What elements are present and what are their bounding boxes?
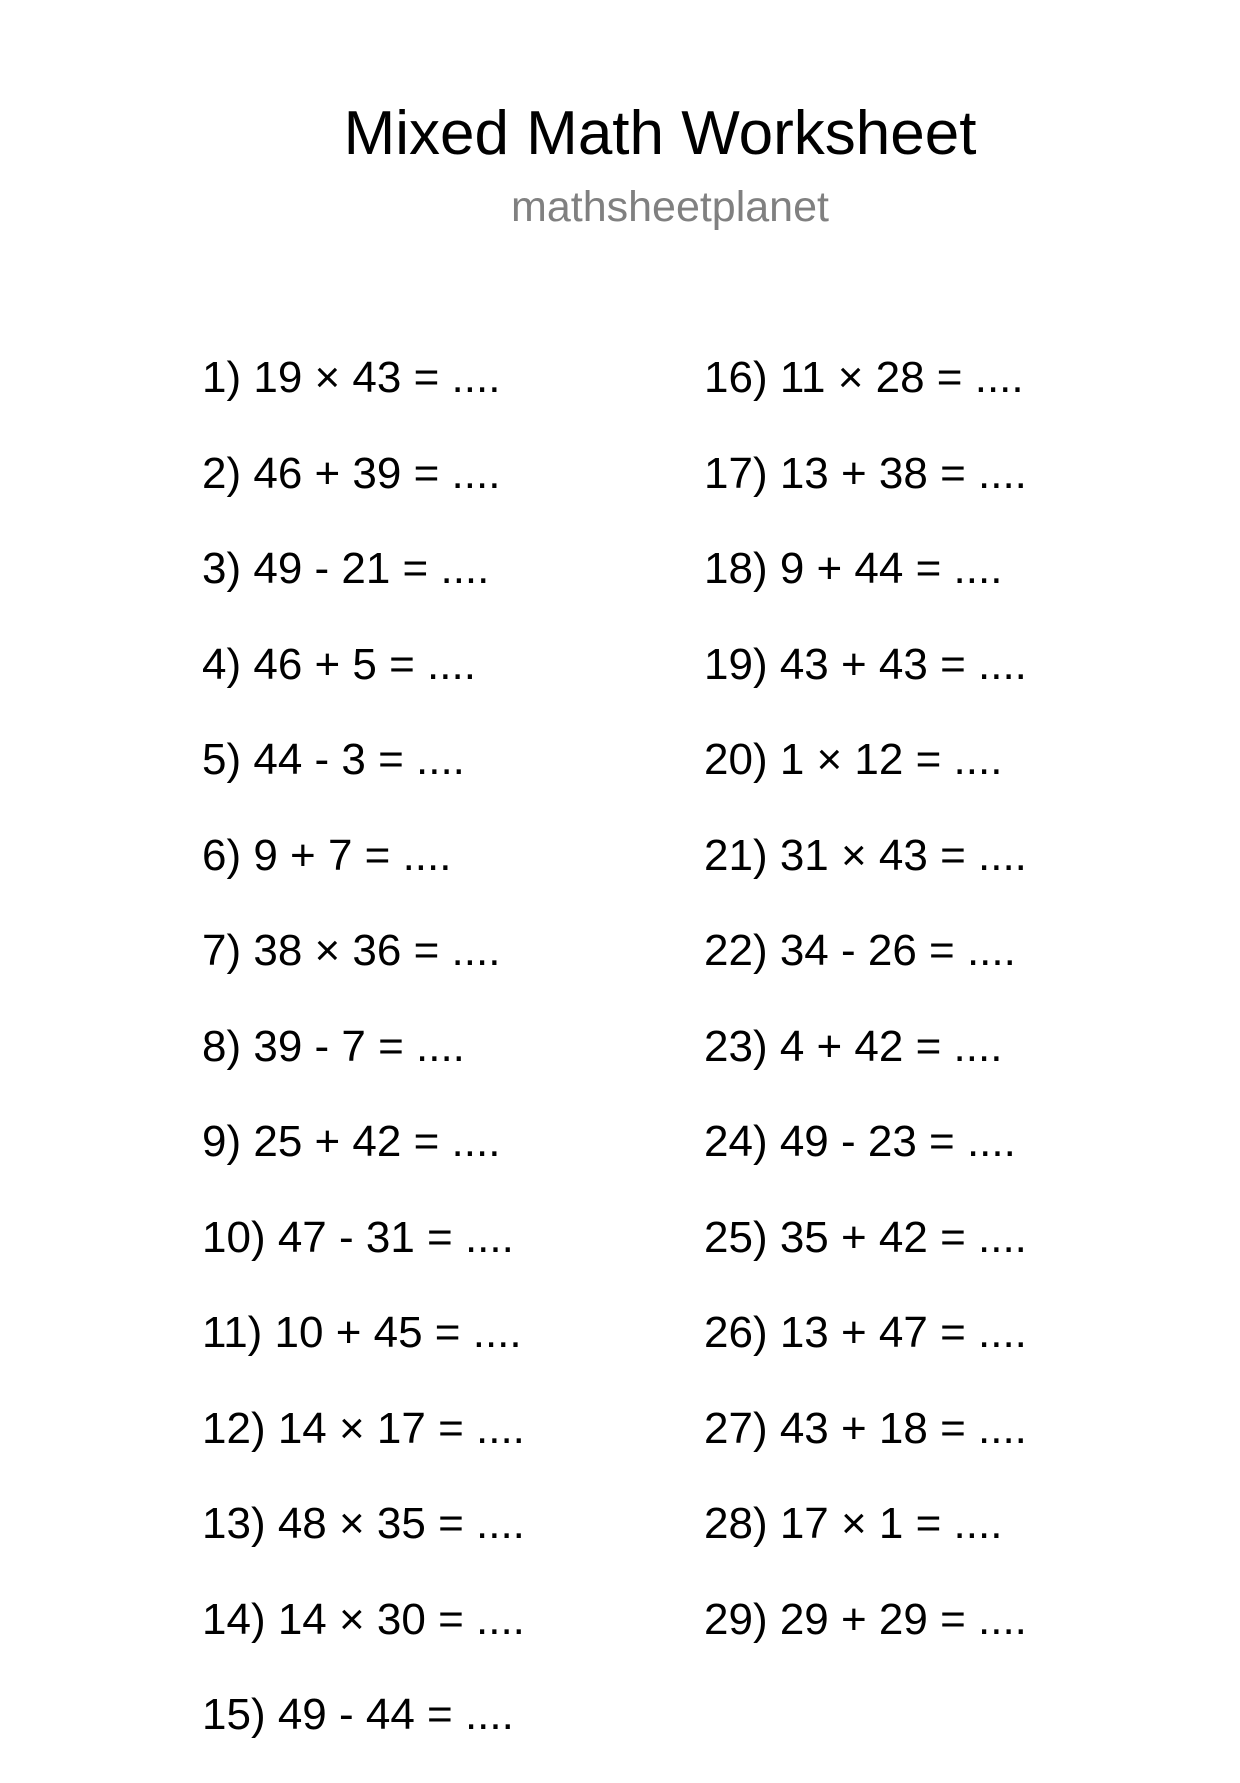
math-problem: 3) 49 - 21 = .... [202,544,490,593]
worksheet-subtitle: mathsheetplanet [511,183,829,231]
math-problem: 14) 14 × 30 = .... [202,1594,525,1644]
math-problem: 2) 46 + 39 = .... [202,448,501,498]
math-problem: 8) 39 - 7 = .... [202,1021,465,1071]
math-problem: 1) 19 × 43 = .... [202,353,501,402]
math-problem: 21) 31 × 43 = .... [704,830,1027,880]
math-problem: 4) 46 + 5 = .... [202,639,476,689]
problems-right-column [704,350,1027,1687]
math-problem: 29) 29 + 29 = .... [704,1594,1027,1644]
worksheet-title: Mixed Math Worksheet [343,99,977,168]
math-problem: 18) 9 + 44 = .... [704,544,1003,593]
math-problem: 7) 38 × 36 = .... [202,926,501,975]
math-problem: 9) 25 + 42 = .... [202,1117,501,1166]
math-problem: 20) 1 × 12 = .... [704,735,1003,784]
math-problem: 24) 49 - 23 = .... [704,1117,1016,1166]
math-problem: 12) 14 × 17 = .... [202,1403,525,1453]
math-problem: 15) 49 - 44 = .... [202,1690,514,1739]
problems-left-column [202,350,525,1783]
math-problem: 23) 4 + 42 = .... [704,1021,1003,1071]
math-problem: 16) 11 × 28 = .... [704,353,1024,402]
math-problem: 28) 17 × 1 = .... [704,1499,1003,1548]
math-problem: 5) 44 - 3 = .... [202,735,465,784]
math-problem: 13) 48 × 35 = .... [202,1499,525,1548]
math-problem: 17) 13 + 38 = .... [704,448,1027,498]
math-problem: 25) 35 + 42 = .... [704,1212,1027,1262]
math-problem: 22) 34 - 26 = .... [704,926,1016,975]
math-problem: 10) 47 - 31 = .... [202,1212,514,1262]
math-problem: 11) 10 + 45 = .... [202,1308,522,1357]
math-problem: 26) 13 + 47 = .... [704,1308,1027,1357]
math-problem: 6) 9 + 7 = .... [202,830,452,880]
math-problem: 19) 43 + 43 = .... [704,639,1027,689]
math-problem: 27) 43 + 18 = .... [704,1403,1027,1453]
